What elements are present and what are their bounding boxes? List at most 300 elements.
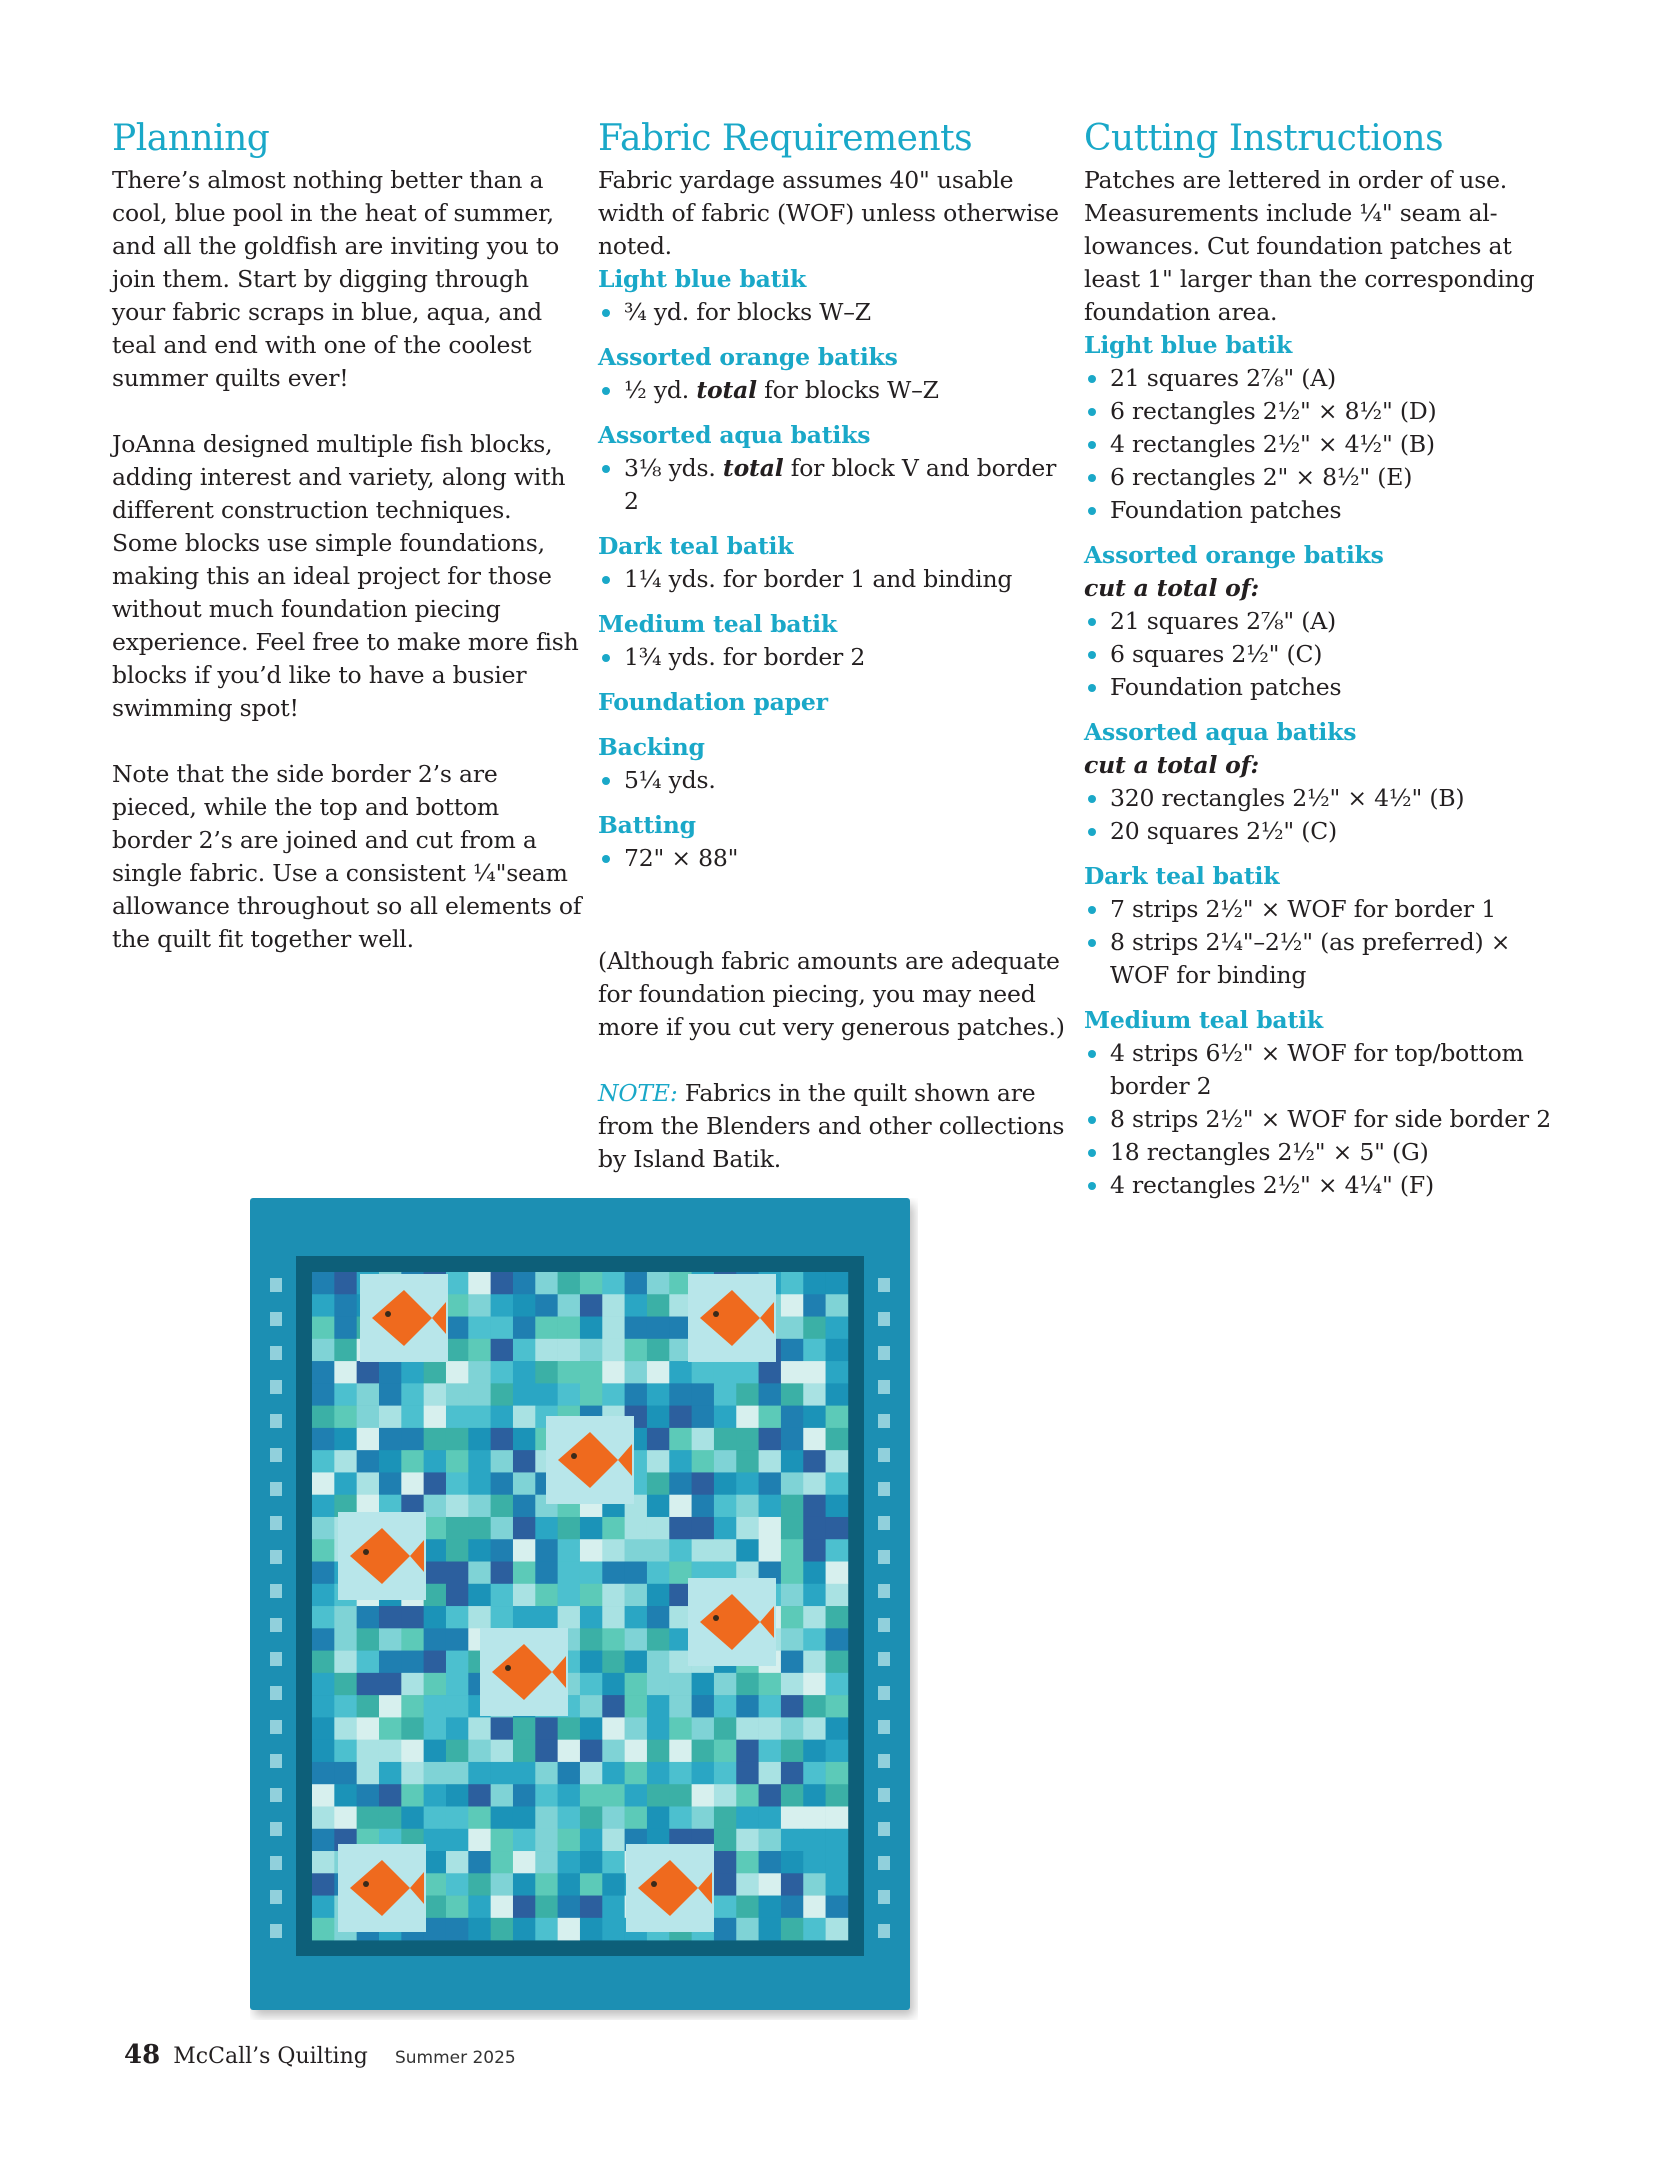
field-patch	[312, 1896, 335, 1919]
field-patch	[736, 1918, 759, 1941]
field-patch	[625, 1695, 648, 1718]
field-patch	[468, 1762, 491, 1785]
field-patch	[535, 1784, 558, 1807]
border-square	[878, 1890, 890, 1904]
field-patch	[714, 1383, 737, 1406]
list-item: 6 rectangles 2½" × 8½" (D)	[1084, 395, 1574, 428]
border-square	[270, 1346, 282, 1360]
field-patch	[625, 1272, 648, 1295]
list-item: 4 strips 6½" × WOF for top/bottom border 2	[1084, 1037, 1574, 1103]
field-patch	[446, 1762, 469, 1785]
planning-paragraph-3: Note that the side border 2’s are pieced, while the top and bottom border 2’s are joined and cut from a single fabric. Use a consistent ¼"seam allowance throughout so all elements of the quilt fit together well.	[112, 760, 582, 953]
field-patch	[736, 1806, 759, 1829]
field-patch	[669, 1495, 692, 1518]
field-patch	[602, 1673, 625, 1696]
field-patch	[491, 1406, 514, 1429]
cutting-group-lead: cut a total of:	[1084, 574, 1260, 602]
field-patch	[312, 1339, 335, 1362]
field-patch	[625, 1317, 648, 1340]
field-patch	[714, 1717, 737, 1740]
field-patch	[468, 1472, 491, 1495]
field-patch	[513, 1806, 536, 1829]
field-patch	[714, 1829, 737, 1852]
field-patch	[379, 1472, 402, 1495]
field-patch	[558, 1584, 581, 1607]
field-patch	[803, 1918, 826, 1941]
border-square	[270, 1856, 282, 1870]
field-patch	[803, 1651, 826, 1674]
field-patch	[535, 1383, 558, 1406]
field-patch	[781, 1562, 804, 1585]
field-patch	[334, 1428, 357, 1451]
field-patch	[580, 1294, 603, 1317]
field-patch	[625, 1517, 648, 1540]
field-patch	[692, 1361, 715, 1384]
field-patch	[424, 1383, 447, 1406]
border-square	[878, 1720, 890, 1734]
field-patch	[513, 1317, 536, 1340]
field-patch	[334, 1695, 357, 1718]
field-patch	[334, 1606, 357, 1629]
field-patch	[312, 1539, 335, 1562]
field-patch	[312, 1517, 335, 1540]
field-patch	[334, 1317, 357, 1340]
field-patch	[468, 1896, 491, 1919]
field-patch	[513, 1851, 536, 1874]
field-patch	[759, 1829, 782, 1852]
field-patch	[312, 1784, 335, 1807]
field-patch	[446, 1495, 469, 1518]
field-patch	[602, 1762, 625, 1785]
field-patch	[803, 1695, 826, 1718]
field-patch	[602, 1383, 625, 1406]
field-patch	[401, 1717, 424, 1740]
field-patch	[535, 1539, 558, 1562]
field-patch	[803, 1495, 826, 1518]
field-patch	[692, 1450, 715, 1473]
field-patch	[714, 1851, 737, 1874]
field-patch	[669, 1740, 692, 1763]
field-patch	[826, 1806, 849, 1829]
field-patch	[513, 1606, 536, 1629]
field-patch	[781, 1695, 804, 1718]
cutting-group-list	[1084, 893, 1574, 992]
field-patch	[424, 1851, 447, 1874]
field-patch	[312, 1651, 335, 1674]
field-patch	[826, 1428, 849, 1451]
field-patch	[803, 1562, 826, 1585]
field-patch	[647, 1628, 670, 1651]
field-patch	[468, 1851, 491, 1874]
field-patch	[736, 1896, 759, 1919]
fish-eye	[571, 1453, 577, 1459]
field-patch	[424, 1606, 447, 1629]
field-patch	[491, 1829, 514, 1852]
field-patch	[692, 1695, 715, 1718]
field-patch	[647, 1272, 670, 1295]
field-patch	[826, 1317, 849, 1340]
field-patch	[424, 1406, 447, 1429]
field-patch	[558, 1317, 581, 1340]
field-patch	[468, 1606, 491, 1629]
field-patch	[692, 1428, 715, 1451]
field-patch	[401, 1472, 424, 1495]
border-square	[270, 1652, 282, 1666]
field-patch	[513, 1918, 536, 1941]
field-patch	[692, 1472, 715, 1495]
field-patch	[714, 1472, 737, 1495]
field-patch	[826, 1450, 849, 1473]
field-patch	[379, 1428, 402, 1451]
border-square	[270, 1720, 282, 1734]
field-patch	[625, 1584, 648, 1607]
field-patch	[558, 1361, 581, 1384]
field-patch	[826, 1539, 849, 1562]
field-patch	[468, 1495, 491, 1518]
border-square	[878, 1686, 890, 1700]
field-patch	[714, 1740, 737, 1763]
list-item: 1¾ yds. for border 2	[598, 641, 1068, 674]
field-patch	[424, 1673, 447, 1696]
field-patch	[803, 1428, 826, 1451]
field-patch	[401, 1784, 424, 1807]
field-patch	[803, 1896, 826, 1919]
field-patch	[424, 1628, 447, 1651]
field-patch	[803, 1873, 826, 1896]
field-patch	[491, 1717, 514, 1740]
field-patch	[491, 1361, 514, 1384]
field-patch	[647, 1495, 670, 1518]
field-patch	[513, 1717, 536, 1740]
field-patch	[357, 1406, 380, 1429]
field-patch	[602, 1339, 625, 1362]
field-patch	[803, 1317, 826, 1340]
field-patch	[424, 1495, 447, 1518]
field-patch	[424, 1428, 447, 1451]
field-patch	[491, 1539, 514, 1562]
field-patch	[357, 1695, 380, 1718]
field-patch	[491, 1472, 514, 1495]
list-item: 6 rectangles 2" × 8½" (E)	[1084, 461, 1574, 494]
field-patch	[602, 1918, 625, 1941]
field-patch	[781, 1584, 804, 1607]
field-patch	[468, 1784, 491, 1807]
field-patch	[781, 1406, 804, 1429]
field-patch	[379, 1606, 402, 1629]
fish-eye	[363, 1549, 369, 1555]
page-number: 48	[124, 2040, 161, 2070]
field-patch	[625, 1294, 648, 1317]
field-patch	[468, 1539, 491, 1562]
field-patch	[759, 1918, 782, 1941]
border-square	[270, 1278, 282, 1292]
field-patch	[424, 1784, 447, 1807]
border-square	[270, 1550, 282, 1564]
field-patch	[491, 1918, 514, 1941]
field-patch	[357, 1450, 380, 1473]
field-patch	[669, 1383, 692, 1406]
field-patch	[781, 1472, 804, 1495]
field-patch	[312, 1272, 335, 1295]
field-patch	[446, 1806, 469, 1829]
field-patch	[334, 1651, 357, 1674]
field-patch	[424, 1562, 447, 1585]
field-patch	[580, 1851, 603, 1874]
field-patch	[580, 1695, 603, 1718]
field-patch	[513, 1272, 536, 1295]
field-patch	[669, 1472, 692, 1495]
fish-eye	[713, 1311, 719, 1317]
field-patch	[781, 1361, 804, 1384]
field-patch	[446, 1829, 469, 1852]
field-patch	[781, 1651, 804, 1674]
field-patch	[468, 1317, 491, 1340]
list-item: 1¼ yds. for border 1 and binding	[598, 563, 1068, 596]
field-patch	[580, 1651, 603, 1674]
field-patch	[781, 1762, 804, 1785]
field-patch	[625, 1628, 648, 1651]
field-patch	[826, 1762, 849, 1785]
field-patch	[781, 1784, 804, 1807]
field-patch	[334, 1740, 357, 1763]
field-patch	[647, 1517, 670, 1540]
field-patch	[669, 1361, 692, 1384]
field-patch	[692, 1784, 715, 1807]
cutting-group-lead: cut a total of:	[1084, 751, 1260, 779]
field-patch	[736, 1717, 759, 1740]
list-item: 7 strips 2½" × WOF for border 1	[1084, 893, 1574, 926]
list-item: 72" × 88"	[598, 842, 1068, 875]
field-patch	[424, 1806, 447, 1829]
field-patch	[334, 1383, 357, 1406]
border-square	[878, 1822, 890, 1836]
field-patch	[803, 1517, 826, 1540]
field-patch	[558, 1606, 581, 1629]
field-patch	[312, 1361, 335, 1384]
field-patch	[424, 1450, 447, 1473]
border-square	[270, 1924, 282, 1938]
field-patch	[334, 1472, 357, 1495]
field-patch	[334, 1406, 357, 1429]
field-patch	[379, 1762, 402, 1785]
field-patch	[535, 1517, 558, 1540]
field-patch	[781, 1272, 804, 1295]
field-patch	[714, 1428, 737, 1451]
note-text: Fabrics in the quilt shown are from the Blenders and other collections by Island Batik.	[598, 1079, 1065, 1173]
field-patch	[759, 1495, 782, 1518]
field-patch	[379, 1628, 402, 1651]
field-patch	[513, 1562, 536, 1585]
field-patch	[826, 1406, 849, 1429]
field-patch	[736, 1383, 759, 1406]
field-patch	[580, 1584, 603, 1607]
field-patch	[714, 1762, 737, 1785]
border-square	[270, 1312, 282, 1326]
field-patch	[491, 1584, 514, 1607]
field-patch	[826, 1272, 849, 1295]
border-square	[878, 1788, 890, 1802]
field-patch	[491, 1428, 514, 1451]
border-square	[878, 1550, 890, 1564]
field-patch	[379, 1806, 402, 1829]
field-patch	[669, 1695, 692, 1718]
field-patch	[312, 1450, 335, 1473]
field-patch	[424, 1361, 447, 1384]
field-patch	[803, 1472, 826, 1495]
field-patch	[803, 1272, 826, 1295]
field-patch	[424, 1829, 447, 1852]
field-patch	[312, 1806, 335, 1829]
field-patch	[647, 1806, 670, 1829]
field-patch	[491, 1294, 514, 1317]
field-patch	[759, 1450, 782, 1473]
field-patch	[535, 1317, 558, 1340]
field-patch	[446, 1695, 469, 1718]
list-item: 4 rectangles 2½" × 4½" (B)	[1084, 428, 1574, 461]
field-patch	[468, 1339, 491, 1362]
fish-eye	[713, 1615, 719, 1621]
cutting-intro: Patches are lettered in order of use. Measurements include ¼" seam allowances. Cut foundation patches at least 1" larger than the corresponding foundation area.	[1084, 166, 1535, 326]
field-patch	[759, 1717, 782, 1740]
border-square	[878, 1652, 890, 1666]
field-patch	[826, 1829, 849, 1852]
field-patch	[826, 1851, 849, 1874]
field-patch	[491, 1606, 514, 1629]
field-patch	[580, 1762, 603, 1785]
field-patch	[446, 1873, 469, 1896]
field-patch	[468, 1584, 491, 1607]
field-patch	[669, 1717, 692, 1740]
field-patch	[491, 1784, 514, 1807]
field-patch	[781, 1428, 804, 1451]
field-patch	[625, 1562, 648, 1585]
fabric-note	[598, 1077, 1068, 1176]
field-patch	[491, 1450, 514, 1473]
field-patch	[759, 1740, 782, 1763]
field-patch	[714, 1406, 737, 1429]
field-patch	[803, 1673, 826, 1696]
field-patch	[826, 1294, 849, 1317]
field-patch	[803, 1606, 826, 1629]
field-patch	[312, 1628, 335, 1651]
field-patch	[580, 1272, 603, 1295]
field-patch	[312, 1495, 335, 1518]
field-patch	[334, 1339, 357, 1362]
field-patch	[558, 1517, 581, 1540]
field-patch	[491, 1383, 514, 1406]
field-patch	[625, 1740, 648, 1763]
field-patch	[781, 1539, 804, 1562]
field-patch	[602, 1851, 625, 1874]
field-patch	[580, 1717, 603, 1740]
field-patch	[736, 1673, 759, 1696]
field-patch	[535, 1717, 558, 1740]
field-patch	[401, 1806, 424, 1829]
field-patch	[602, 1829, 625, 1852]
field-patch	[401, 1651, 424, 1674]
field-patch	[424, 1472, 447, 1495]
field-patch	[602, 1361, 625, 1384]
field-patch	[379, 1651, 402, 1674]
field-patch	[312, 1918, 335, 1941]
field-patch	[669, 1673, 692, 1696]
field-patch	[759, 1383, 782, 1406]
border-square	[270, 1414, 282, 1428]
field-patch	[446, 1472, 469, 1495]
field-patch	[357, 1717, 380, 1740]
field-patch	[602, 1806, 625, 1829]
field-patch	[580, 1562, 603, 1585]
list-item: 5¼ yds.	[598, 764, 1068, 797]
field-patch	[334, 1673, 357, 1696]
field-patch	[401, 1428, 424, 1451]
field-patch	[558, 1272, 581, 1295]
field-patch	[401, 1762, 424, 1785]
field-patch	[736, 1762, 759, 1785]
field-patch	[580, 1829, 603, 1852]
field-patch	[468, 1272, 491, 1295]
field-patch	[312, 1717, 335, 1740]
field-patch	[826, 1784, 849, 1807]
field-patch	[468, 1294, 491, 1317]
field-patch	[558, 1562, 581, 1585]
field-patch	[736, 1695, 759, 1718]
field-patch	[580, 1740, 603, 1763]
list-item: ½ yd. total for blocks W–Z	[598, 374, 1068, 407]
border-square	[878, 1448, 890, 1462]
field-patch	[826, 1873, 849, 1896]
field-patch	[468, 1450, 491, 1473]
field-patch	[714, 1918, 737, 1941]
field-patch	[558, 1829, 581, 1852]
field-patch	[424, 1651, 447, 1674]
field-patch	[513, 1450, 536, 1473]
fabric-group-title: Foundation paper	[598, 688, 828, 716]
border-square	[270, 1516, 282, 1530]
field-patch	[491, 1317, 514, 1340]
field-patch	[558, 1918, 581, 1941]
list-item: Foundation patches	[1084, 671, 1574, 704]
field-patch	[647, 1695, 670, 1718]
list-item: 320 rectangles 2½" × 4½" (B)	[1084, 782, 1574, 815]
field-patch	[446, 1673, 469, 1696]
field-patch	[826, 1472, 849, 1495]
field-patch	[669, 1762, 692, 1785]
fabric-group-list	[598, 641, 1068, 674]
field-patch	[379, 1717, 402, 1740]
field-patch	[513, 1495, 536, 1518]
field-patch	[446, 1406, 469, 1429]
field-patch	[334, 1806, 357, 1829]
field-patch	[647, 1784, 670, 1807]
field-patch	[379, 1450, 402, 1473]
field-patch	[446, 1562, 469, 1585]
field-patch	[491, 1517, 514, 1540]
field-patch	[558, 1740, 581, 1763]
border-square	[878, 1516, 890, 1530]
field-patch	[826, 1562, 849, 1585]
field-patch	[647, 1472, 670, 1495]
field-patch	[357, 1472, 380, 1495]
field-patch	[558, 1762, 581, 1785]
field-patch	[625, 1339, 648, 1362]
list-item: 4 rectangles 2½" × 4¼" (F)	[1084, 1169, 1574, 1202]
field-patch	[602, 1517, 625, 1540]
field-patch	[781, 1806, 804, 1829]
field-patch	[580, 1673, 603, 1696]
planning-column	[112, 118, 582, 956]
field-patch	[647, 1428, 670, 1451]
